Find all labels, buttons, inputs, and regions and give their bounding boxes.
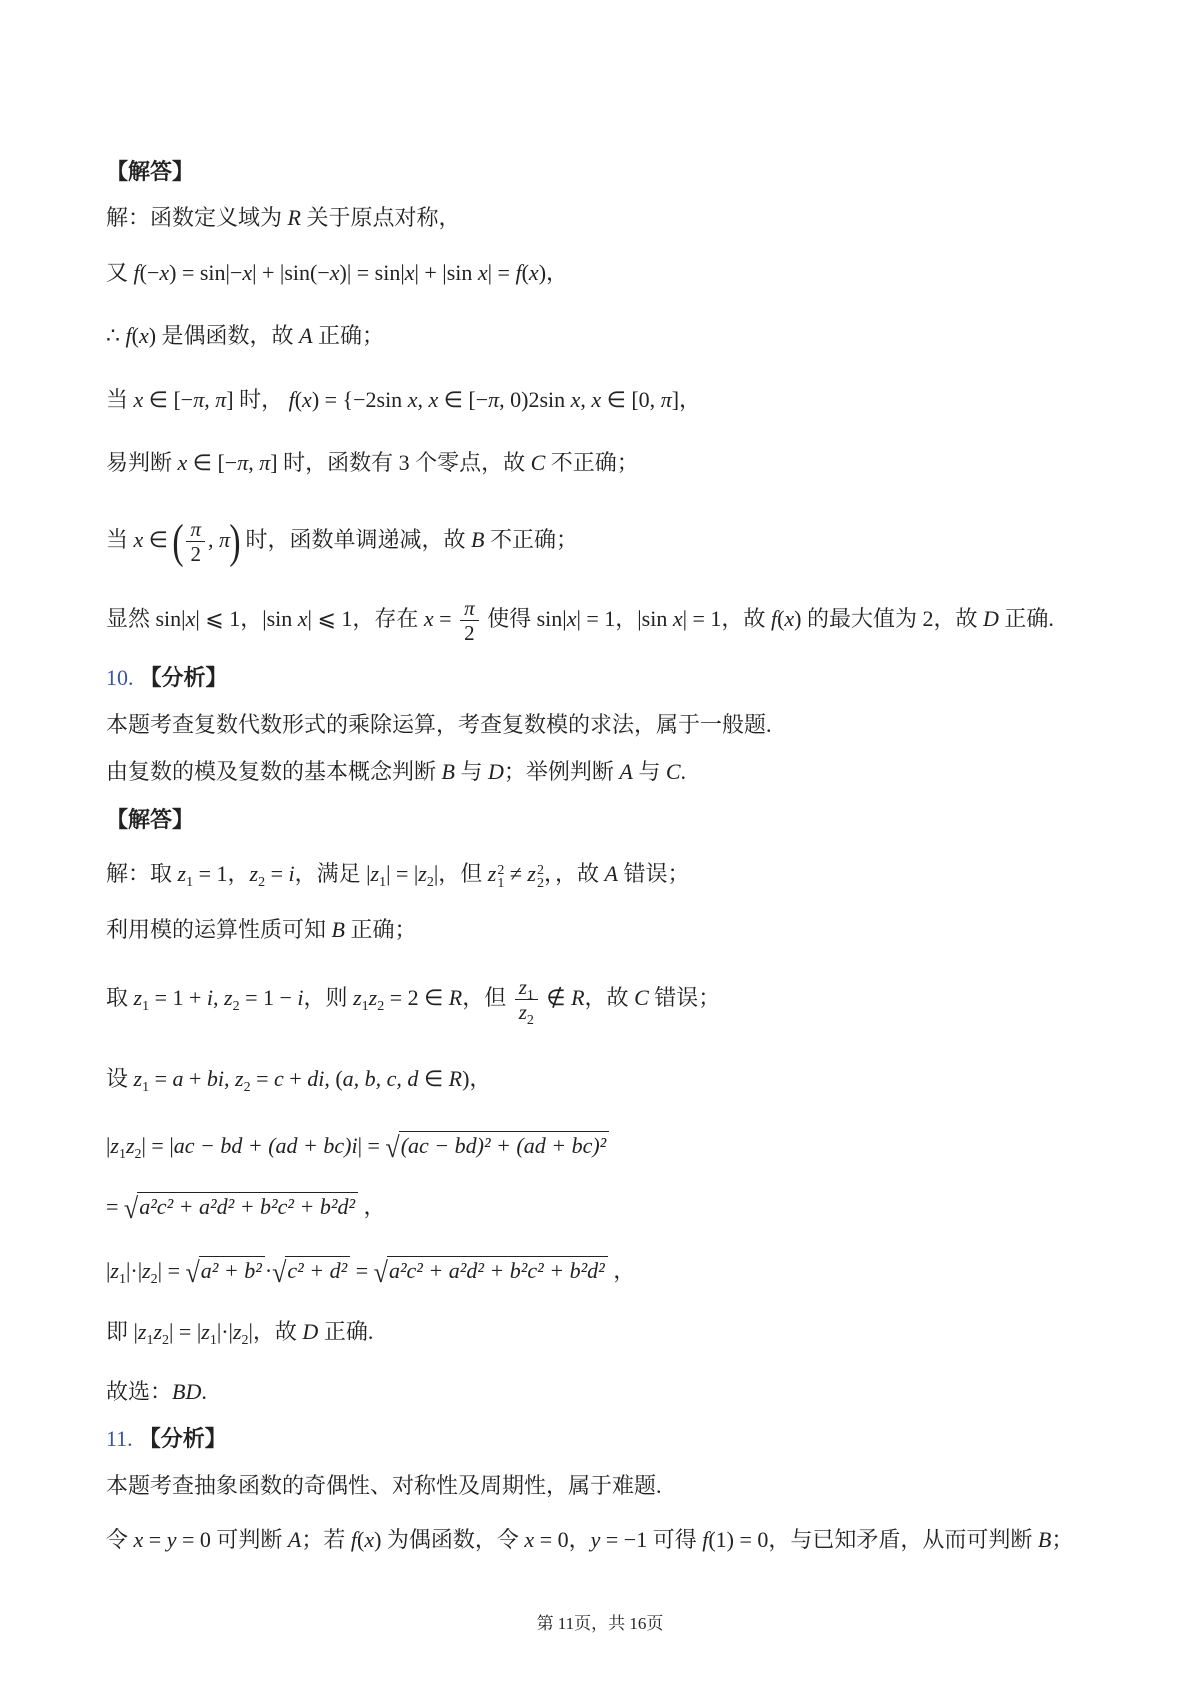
math-variable: A xyxy=(299,323,313,348)
text: ；若 xyxy=(301,1527,351,1552)
text: 不正确； xyxy=(545,450,639,475)
solution-line xyxy=(106,1256,636,1289)
radical-sign: √ xyxy=(385,1131,400,1164)
text: ；举例判断 xyxy=(503,759,620,784)
math-variable: z xyxy=(368,985,378,1011)
subscript: 2 xyxy=(526,1013,534,1028)
math-variable: z xyxy=(110,1258,119,1283)
final-answer: BD xyxy=(172,1379,202,1404)
math-text: ) = {−2sin xyxy=(311,387,408,412)
solution-line xyxy=(106,448,639,478)
denominator xyxy=(515,1000,538,1028)
analysis-line: 本题考查复数代数形式的乘除运算，考查复数模的求法，属于一般题. xyxy=(106,712,772,737)
radicand: (ac − bd)² + (ad + bc)² xyxy=(399,1131,610,1159)
math-text: ) xyxy=(794,606,802,632)
text: 易判断 xyxy=(106,450,178,475)
solution-line xyxy=(106,975,721,1028)
math-text: | = | xyxy=(141,1133,174,1158)
math-text: , xyxy=(224,1066,236,1091)
math-variable: x xyxy=(528,260,539,285)
math-variable: π xyxy=(193,387,205,412)
math-variable: f xyxy=(133,260,140,285)
math-variable: f xyxy=(770,606,778,632)
math-variable: z xyxy=(418,861,427,886)
math-variable: π xyxy=(660,387,672,412)
subscript: 1 xyxy=(146,1333,154,1348)
math-variable: bi xyxy=(206,1066,225,1091)
text: ，则 xyxy=(303,985,354,1011)
math-text: + xyxy=(283,1066,308,1091)
text: 当 xyxy=(106,527,134,553)
math-text: ) xyxy=(374,1527,382,1552)
subscript: 2 xyxy=(377,999,385,1015)
math-text: | + |sin xyxy=(414,260,478,285)
subscript: 2 xyxy=(134,1147,142,1162)
math-variable: i xyxy=(297,985,304,1011)
math-text: · xyxy=(264,1258,273,1283)
math-text: ∉ xyxy=(540,985,572,1011)
fraction xyxy=(460,597,479,645)
radicand: a²c² + a²d² + b²c² + b²d² xyxy=(387,1256,608,1284)
superscript: 2 xyxy=(497,863,505,878)
math-text: ∈ [− xyxy=(187,450,238,475)
math-text: = xyxy=(250,1066,275,1091)
math-variable: x xyxy=(297,606,308,632)
math-text: ∈ [− xyxy=(438,387,489,412)
math-variable: π xyxy=(259,450,271,475)
math-variable: z xyxy=(518,975,527,999)
analysis-line xyxy=(106,757,686,787)
denominator: 2 xyxy=(190,542,201,566)
text: 解：函数定义域为 xyxy=(106,205,288,230)
math-text: ∈ [0, xyxy=(601,387,661,412)
text: ，故 xyxy=(584,985,635,1011)
solution-line xyxy=(106,321,384,351)
math-variable: x xyxy=(672,606,683,632)
math-variable: i xyxy=(288,861,295,886)
text: )， xyxy=(462,1066,492,1091)
subscript: 2 xyxy=(426,875,434,890)
math-variable: f xyxy=(350,1527,357,1552)
math-variable: D xyxy=(983,606,999,632)
subscript: 1 xyxy=(142,999,150,1015)
numerator xyxy=(515,975,538,1003)
text: 正确. xyxy=(318,1319,374,1344)
fraction xyxy=(186,518,205,566)
text: 又 xyxy=(106,260,134,285)
math-variable: x xyxy=(404,260,415,285)
math-text: , xyxy=(580,387,592,412)
subscript: 2 xyxy=(162,1333,170,1348)
math-text: | = xyxy=(487,260,516,285)
analysis-heading: 【分析】 xyxy=(138,1426,227,1451)
analysis-heading: 【分析】 xyxy=(139,665,228,690)
math-text: | = | xyxy=(169,1319,202,1344)
text: | ⩽ 1，存在 xyxy=(307,606,424,632)
text: 解：取 xyxy=(106,861,178,886)
math-variable: A xyxy=(287,1527,302,1552)
text: | = 1，故 xyxy=(682,606,771,632)
solution-line xyxy=(106,1317,373,1347)
question-header xyxy=(106,1424,227,1454)
math-variable: z xyxy=(142,1258,151,1283)
text: ， xyxy=(679,387,702,412)
text: 与 xyxy=(632,759,666,784)
text: 令 xyxy=(106,1527,134,1552)
math-variable: π xyxy=(488,387,500,412)
math-text: ( xyxy=(131,323,139,348)
math-text: = xyxy=(433,606,458,632)
math-variable: c xyxy=(274,1066,284,1091)
text: = 1， xyxy=(193,861,250,886)
text: 不正确； xyxy=(484,527,578,553)
math-variable: C xyxy=(665,759,681,784)
math-text: (− xyxy=(139,260,160,285)
math-variable: z xyxy=(518,1000,527,1024)
math-variable: A xyxy=(619,759,633,784)
text: |，故 xyxy=(248,1319,303,1344)
text: 时，函数有 3 个零点，故 xyxy=(283,450,531,475)
math-text: | + |sin(− xyxy=(252,260,330,285)
text: 显然 sin| xyxy=(106,606,186,632)
text: ，但 xyxy=(462,985,512,1011)
text: 错误； xyxy=(648,985,721,1011)
math-variable: R xyxy=(448,1066,463,1091)
math-variable: R xyxy=(571,985,585,1011)
script-stack xyxy=(537,864,544,890)
answer-heading: 【解答】 xyxy=(106,807,195,832)
math-text: = 1 + xyxy=(149,985,207,1011)
text: 当 xyxy=(106,387,134,412)
math-variable: f xyxy=(702,1527,709,1552)
math-text: = 1 − xyxy=(239,985,298,1011)
math-text: ( xyxy=(356,1527,365,1552)
math-text: | xyxy=(106,1133,111,1158)
text: ， xyxy=(607,1258,636,1283)
text: | ⩽ 1，|sin xyxy=(195,606,298,632)
math-variable: π xyxy=(237,450,249,475)
text: 由复数的模及复数的基本概念判断 xyxy=(106,759,442,784)
math-text: ( xyxy=(777,606,785,632)
text: 故选： xyxy=(106,1379,173,1404)
text: 时， xyxy=(239,387,289,412)
math-text: ] xyxy=(270,450,284,475)
text: 的最大值为 2，故 xyxy=(801,606,983,632)
text: ∴ xyxy=(106,323,126,348)
math-variable: z xyxy=(249,861,259,886)
math-text: = xyxy=(265,861,289,886)
analysis-line: 本题考查抽象函数的奇偶性、对称性及周期性，属于难题. xyxy=(106,1473,662,1498)
denominator: 2 xyxy=(464,621,475,645)
math-variable: z xyxy=(177,861,187,886)
math-text: | = | xyxy=(386,861,419,886)
text: ，，故 xyxy=(543,861,605,886)
math-variable: f xyxy=(515,260,522,285)
math-variable: x xyxy=(566,606,577,632)
math-expression: ac − bd + (ad + bc)i xyxy=(173,1133,358,1158)
math-variable: z xyxy=(110,1133,119,1158)
math-variable: z xyxy=(137,1319,147,1344)
math-variable: a xyxy=(172,1066,184,1091)
text: ，满足 | xyxy=(294,861,371,886)
math-text: = xyxy=(143,1527,167,1552)
subscript: 1 xyxy=(361,999,369,1015)
math-variable: R xyxy=(448,985,463,1011)
math-text: ) xyxy=(148,323,157,348)
math-variable: z xyxy=(527,861,536,886)
answer-heading: 【解答】 xyxy=(106,159,195,184)
math-variable: x xyxy=(329,260,340,285)
math-text: ∈ [− xyxy=(143,387,194,412)
math-text: ( xyxy=(294,387,303,412)
text: ， xyxy=(358,1194,386,1219)
math-text: ] xyxy=(226,387,240,412)
math-variable: x xyxy=(133,527,144,553)
math-text: , xyxy=(248,450,260,475)
math-variable: B xyxy=(471,527,485,553)
square-root xyxy=(185,1256,264,1289)
math-text: ) xyxy=(538,260,547,285)
square-root xyxy=(123,1192,358,1225)
math-variable: f xyxy=(125,323,132,348)
math-variable: B xyxy=(441,759,455,784)
subscript: 1 xyxy=(209,1333,217,1348)
text: 即 | xyxy=(106,1319,138,1344)
math-variable: z xyxy=(125,1133,135,1158)
text: 利用模的运算性质可知 xyxy=(106,917,332,942)
question-number: 11. xyxy=(106,1426,133,1451)
math-text: ( xyxy=(521,260,529,285)
square-root xyxy=(385,1131,609,1164)
text: . xyxy=(201,1379,207,1404)
text: 正确； xyxy=(312,323,385,348)
math-text: ) = sin|− xyxy=(169,260,243,285)
math-variable: f xyxy=(288,387,295,412)
math-variable: z xyxy=(133,1066,143,1091)
question-header xyxy=(106,663,228,693)
text: 取 xyxy=(106,985,134,1011)
math-variable: x xyxy=(524,1527,535,1552)
math-variable: x xyxy=(364,1527,375,1552)
subscript: 2 xyxy=(258,875,266,890)
math-variable: x xyxy=(302,387,312,412)
math-variable: x xyxy=(570,387,581,412)
text: = 0 可判断 xyxy=(176,1527,288,1552)
text: 为偶函数，令 xyxy=(381,1527,525,1552)
text: ， xyxy=(546,260,569,285)
math-variable: x xyxy=(177,450,188,475)
math-variable: z xyxy=(133,985,143,1011)
math-variable: y xyxy=(590,1527,601,1552)
math-variable: C xyxy=(530,450,546,475)
radicand: a² + b² xyxy=(199,1256,265,1284)
math-text: ∈ xyxy=(143,527,174,553)
subscript: 2 xyxy=(150,1272,158,1287)
math-text: = 2 ∈ xyxy=(384,985,449,1011)
right-parenthesis: ) xyxy=(229,515,241,568)
math-text: |·| xyxy=(216,1319,233,1344)
math-variable: x xyxy=(477,260,488,285)
math-text: )| = sin| xyxy=(339,260,405,285)
math-text: | = xyxy=(157,1258,186,1283)
subscript: 1 xyxy=(526,988,534,1003)
text: 正确； xyxy=(344,917,417,942)
math-variable: z xyxy=(153,1319,163,1344)
radicand: a²c² + a²d² + b²c² + b²d² xyxy=(137,1192,358,1220)
square-root xyxy=(373,1256,608,1289)
solution-line xyxy=(106,385,701,415)
math-text: = xyxy=(149,1066,173,1091)
subscript: 2 xyxy=(241,1333,249,1348)
left-parenthesis: ( xyxy=(172,515,185,568)
radical-sign: √ xyxy=(373,1256,388,1289)
solution-line xyxy=(106,597,1054,645)
math-text: , 0)2sin xyxy=(499,387,571,412)
math-variable: i xyxy=(206,985,214,1011)
text: 关于原点对称， xyxy=(300,205,461,230)
math-variable: x xyxy=(423,606,434,632)
page-footer: 第 11页，共 16页 xyxy=(536,1614,664,1633)
math-text: | xyxy=(106,1258,111,1283)
math-variable: x xyxy=(591,387,602,412)
radical-sign: √ xyxy=(123,1192,139,1225)
math-text: + xyxy=(183,1066,207,1091)
math-text: = xyxy=(350,1258,374,1283)
subscript: 1 xyxy=(497,876,505,891)
math-text: , xyxy=(213,985,225,1011)
math-variable: x xyxy=(242,260,253,285)
math-variable: x xyxy=(133,1527,144,1552)
text: 时，函数单调递减，故 xyxy=(239,527,471,553)
solution-line xyxy=(106,258,568,288)
math-variable: y xyxy=(166,1527,177,1552)
solution-line xyxy=(106,515,578,568)
math-text: , xyxy=(204,387,216,412)
math-variable: z xyxy=(201,1319,210,1344)
math-text: ≠ xyxy=(504,861,528,886)
math-variable: C xyxy=(634,985,649,1011)
text: ； xyxy=(1051,1527,1074,1552)
math-variable: a, b, c, d xyxy=(342,1066,419,1091)
final-answer-line xyxy=(106,1377,207,1407)
solution-line xyxy=(106,1192,386,1225)
math-text: , xyxy=(207,527,219,553)
math-variable: z xyxy=(370,861,380,886)
math-variable: z xyxy=(232,1319,242,1344)
math-variable: B xyxy=(1037,1527,1052,1552)
subscript: 2 xyxy=(243,1080,251,1095)
subscript: 1 xyxy=(118,1272,126,1287)
question-number: 10. xyxy=(106,665,134,690)
math-variable: di xyxy=(307,1066,325,1091)
radical-sign: √ xyxy=(272,1256,287,1289)
math-variable: D xyxy=(487,759,504,784)
math-variable: z xyxy=(224,985,233,1011)
solution-line xyxy=(106,203,460,233)
math-variable: π xyxy=(215,387,227,412)
text: |，但 xyxy=(433,861,488,886)
square-root xyxy=(272,1256,350,1289)
math-variable: x xyxy=(138,323,149,348)
math-variable: x xyxy=(133,387,144,412)
text: 与 xyxy=(454,759,488,784)
radicand: c² + d² xyxy=(285,1256,350,1284)
math-variable: B xyxy=(331,917,345,942)
analysis-line xyxy=(106,1525,1073,1555)
math-variable: A xyxy=(604,861,618,886)
subscript: 2 xyxy=(232,999,240,1015)
subscript: 1 xyxy=(379,875,387,890)
fraction xyxy=(515,975,538,1028)
text: = −1 可得 xyxy=(600,1527,703,1552)
solution-line xyxy=(106,1131,609,1164)
math-text: ∈ xyxy=(418,1066,449,1091)
superscript: 2 xyxy=(536,863,544,878)
math-variable: x xyxy=(428,387,439,412)
subscript: 1 xyxy=(186,875,194,890)
text: 正确. xyxy=(998,606,1054,632)
subscript: 2 xyxy=(536,876,544,891)
math-text: |·| xyxy=(125,1258,143,1283)
math-text: ] xyxy=(671,387,680,412)
numerator: π xyxy=(186,518,205,542)
math-text: , xyxy=(417,387,429,412)
text: . xyxy=(680,759,687,784)
math-variable: x xyxy=(407,387,418,412)
solution-line xyxy=(106,1064,491,1094)
math-variable: z xyxy=(353,985,362,1011)
math-variable: π xyxy=(218,527,230,553)
text: = 0， xyxy=(534,1527,591,1552)
solution-line xyxy=(106,915,416,945)
math-text: | = xyxy=(357,1133,386,1158)
math-variable: z xyxy=(487,861,497,886)
text: | = 1，|sin xyxy=(576,606,673,632)
math-text: = xyxy=(106,1194,124,1219)
text: 设 xyxy=(106,1066,134,1091)
solution-line xyxy=(106,859,689,890)
radical-sign: √ xyxy=(185,1256,200,1289)
text: 是偶函数，故 xyxy=(156,323,300,348)
math-variable: x xyxy=(185,606,196,632)
math-variable: z xyxy=(235,1066,244,1091)
numerator: π xyxy=(460,597,479,621)
math-variable: D xyxy=(302,1319,319,1344)
math-variable: x xyxy=(784,606,795,632)
math-variable: R xyxy=(287,205,301,230)
text: 错误； xyxy=(617,861,690,886)
math-text: , ( xyxy=(324,1066,343,1091)
subscript: 1 xyxy=(142,1080,150,1095)
math-variable: x xyxy=(159,260,170,285)
text: 使得 sin| xyxy=(481,606,567,632)
subscript: 1 xyxy=(118,1147,126,1162)
text: (1) = 0，与已知矛盾，从而可判断 xyxy=(708,1527,1038,1552)
